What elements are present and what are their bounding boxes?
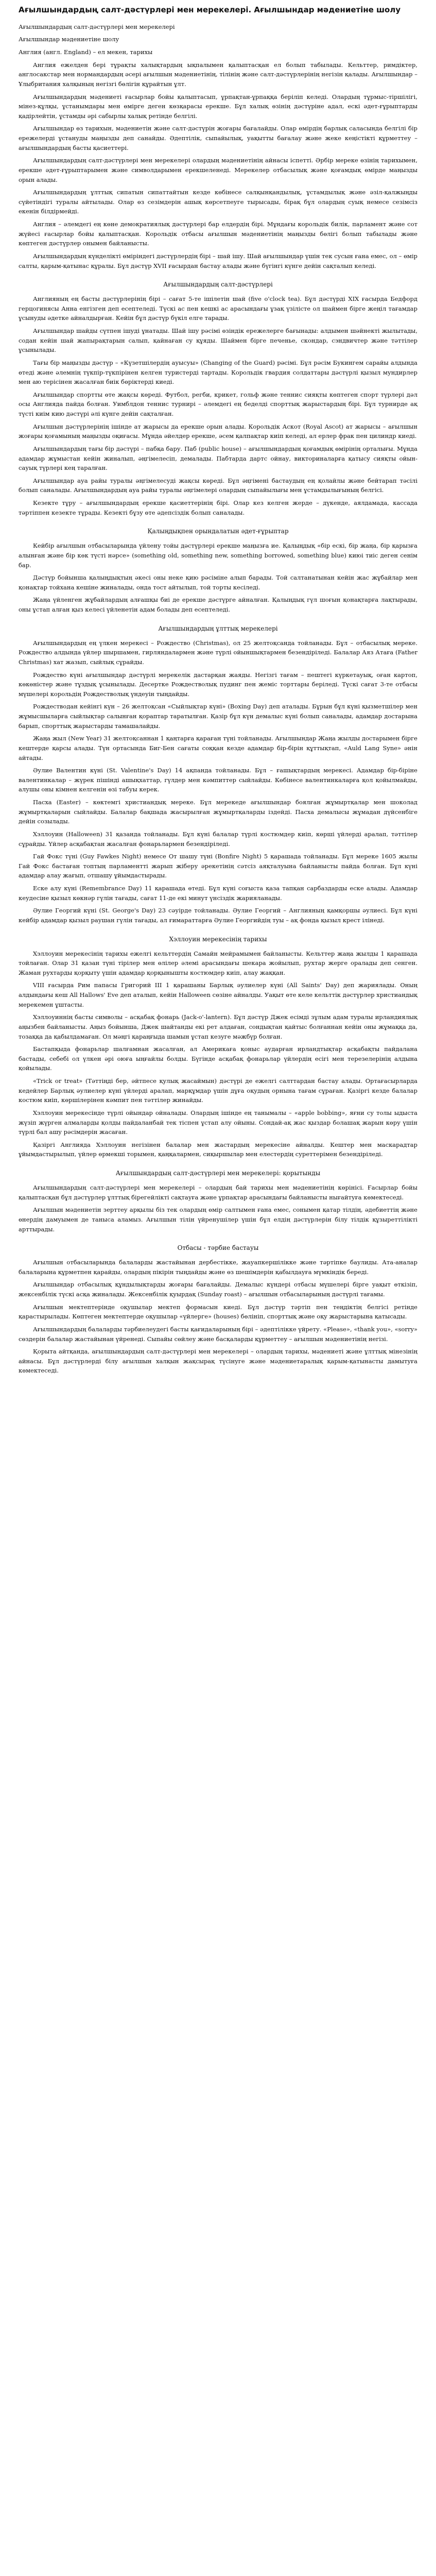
document-section	[19, 936, 417, 1160]
document-section	[19, 281, 417, 517]
paragraph: «Trick or treat» (Тәттіңді бер, әйтпесе қулық жасаймын) дәстүрі де ежелгі салттардан бастау алады. Ортағасырларда кедейлер Барлық әулиелер күні үйлерді аралап, марқұмдар үшін дұға оқудың орнына тағам сұраған. Қазіргі кезде балалар костюм киіп, көршілерінен кәмпит пен тәттілер жинайды.	[19, 1077, 417, 1104]
paragraph: Кезекте тұру – ағылшындардың ерекше қасиеттерінің бірі. Олар кез келген жерде – дүкенде, аялдамада, кассада тәртіппен кезекте тұрады. Кезекті бұзу өте әдепсіздік болып саналады.	[19, 499, 417, 516]
paragraph: Еске алу күні (Remembrance Day) 11 қарашада өтеді. Бұл күні соғыста қаза тапқан сарбаздарды еске алады. Адамдар кеудесіне қызыл көкнәр гүлін тағады, сағат 11-де екі минут үнсіздік жарияланады.	[19, 885, 417, 902]
paragraph: Қорыта айтқанда, ағылшындардың салт-дәстүрлері мен мерекелері – олардың тарихы, мәдениеті және ұлттық мінезінің айнасы. Бұл дәстүрлерді білу ағылшын халқын жақсырақ түсінуге және мәдениетаралық қарым-қатынасты дамытуға көмектеседі.	[19, 1348, 417, 1375]
paragraph: Қазіргі Англияда Хэллоуин негізінен балалар мен жастардың мерекесіне айналды. Кештер мен маскарадтар ұйымдастырылып, үйлер өрмекші торымен, қаңқалармен, сиқыршылар мен елестердің суреттерімен безендіріледі.	[19, 1141, 417, 1158]
paragraph: Англияның ең басты дәстүрлерінің бірі – сағат 5-те ішілетін шай (five o'clock tea). Бұл дәстүрді XIX ғасырда Бедфорд герцогинясы Анна енгізген деп есептеледі. Түскі ас пен кешкі ас арасындағы ұзақ үзілісте ол шаймен бірге жеңіл тағамдар ұсынуды әдетке айналдырған. Кейін бұл дәстүр бүкіл елге тарады.	[19, 295, 417, 322]
document-page	[19, 0, 417, 1389]
page-title: Ағылшындардың салт-дәстүрлері мен мерекелері. Ағылшындар мәдениетіне шолу	[19, 5, 401, 14]
paragraph: Ағылшындар спортты өте жақсы көреді. Футбол, регби, крикет, гольф және теннис сияқты көптеген спорт түрлері дәл осы Англияда пайда болған. Уимблдон теннис турнирі – әлемдегі ең беделді спорттық жарыстардың бірі. Бұл турнирде ақ түсті киім кию дәстүрі әлі күнге дейін сақталған.	[19, 391, 417, 417]
document-body	[19, 22, 417, 1376]
paragraph: Ағылшындар отбасылық құндылықтарды жоғары бағалайды. Демалыс күндері отбасы мүшелері бірге уақыт өткізіп, жексенбілік түскі асқа жиналады. Жексенбілік қуырдақ (Sunday roast) – ағылшын отбасыларының дәстүрлі тағамы.	[19, 1281, 417, 1298]
paragraph: Ағылшындардың салт-дәстүрлері мен мерекелері – олардың бай тарихы мен мәдениетінің көрінісі. Ғасырлар бойы қалыптасқан бұл дәстүрлер ұлттық бірегейлікті сақтауға және ұрпақтар арасындағы байланысты нығайтуға көмектеседі.	[19, 1184, 417, 1201]
paragraph: Бастапқыда фонарьлар шалғамнан жасалған, ал Америкаға қоныс аударған ирландтықтар асқабақты пайдалана бастады, себебі ол үлкен әрі оюға ыңғайлы болды. Бүгінде асқабақ фонарьлар үйлердің есігі мен терезелерінің алдына қойылады.	[19, 1045, 417, 1072]
paragraph: Пасха (Easter) – көктемгі христиандық мереке. Бұл мерекеде ағылшындар боялған жұмыртқалар мен шоколад жұмыртқаларын сыйлайды. Балалар бақшада жасырылған жұмыртқаларды іздейді. Пасха демалысы жұмадан дүйсенбіге дейін созылады.	[19, 799, 417, 825]
paragraph: Англия ежелден бері тұрақты халықтардың ықпалымен қалыптасқан ел болып табылады. Кельттер, римдіктер, англосакстар мен нормандардың әсері ағылшын мәдениетінің, тілінің және салт-дәстүрлерінің негізін қалады. Ағылшындар – Ұлыбритания халқының негізгі бөлігін құрайтын ұлт.	[19, 61, 417, 88]
document-section	[19, 625, 417, 925]
paragraph: Рождество күні ағылшындар дәстүрлі мерекелік дастарқан жаяды. Негізгі тағам – пештегі күркетауық, оған картоп, көкөністер және тұздық ұсынылады. Десертке Рождестволық пудинг пен жеміс торттары беріледі. Түскі сағат 3-те отбасы мүшелері корольдің Рождестволық үндеуін тыңдайды.	[19, 671, 417, 698]
intro-line: Ағылшындар мәдениетіне шолу	[19, 36, 119, 43]
paragraph: Рождестводан кейінгі күн – 26 желтоқсан «Сыйлықтар күні» (Boxing Day) деп аталады. Бұрын бұл күні қызметшілер мен жұмысшыларға сыйлықтар салынған қораптар таратылған. Қазір бұл күн демалыс күні болып саналады, адамдар достарына барып, спорттық жарыстарды тамашалайды.	[19, 703, 417, 730]
paragraph: Хэллоуин (Halloween) 31 қазанда тойланады. Бұл күні балалар түрлі костюмдер киіп, көрші үйлерді аралап, тәттілер сұрайды. Үйлер асқабақтан жасалған фонарьлармен безендіріледі.	[19, 830, 417, 848]
paragraph: Ағылшындардың тағы бір дәстүрі – пабқа бару. Паб (public house) – ағылшындардың қоғамдық өмірінің орталығы. Мұнда адамдар жұмыстан кейін жиналып, әңгімелесіп, демалады. Пабтарда дартс ойнау, викториналарға қатысу сияқты ойын-сауық түрлері кең таралған.	[19, 445, 417, 472]
document-section	[19, 1170, 417, 1234]
paragraph: Тағы бір маңызды дәстүр – «Күзетшілердің ауысуы» (Changing of the Guard) рәсімі. Бұл рәсім Букингем сарайы алдында өтеді және әлемнің түкпір-түкпірінен келген туристерді тартады. Корольдік гвардия солдаттары дәстүрлі қызыл мундирлер мен аю терісінен жасалған биік бөріктерді киеді.	[19, 359, 417, 386]
paragraph: Ағылшын отбасыларында балаларды жастайынан дербестікке, жауапкершілікке және тәртіпке баулиды. Ата-аналар балаларына құрметпен қарайды, олардың пікірін тыңдайды және өз шешімдерін қабылдауға мүмкіндік береді.	[19, 1259, 417, 1276]
section-heading: Хэллоуин мерекесінің тарихы	[169, 935, 267, 943]
document-section	[19, 22, 417, 270]
paragraph: Ағылшындардың күнделікті өміріндегі дәстүрлердің бірі – шай ішу. Шай ағылшындар үшін тек сусын ғана емес, ол – өмір салты, қарым-қатынас құралы. Бұл дәстүр XVII ғасырдан бастау алады және бүгінгі күнге дейін сақталып келеді.	[19, 252, 417, 269]
paragraph: Кейбір ағылшын отбасыларында үйлену тойы дәстүрлері ерекше маңызға ие. Қалыңдық «бір ескі, бір жаңа, бір қарызға алынған және бір көк түсті нәрсе» (something old, something new, something borrowed, something blue) киюі тиіс деген сенім бар.	[19, 542, 417, 569]
paragraph: Ағылшын дәстүрлерінің ішінде ат жарысы да ерекше орын алады. Корольдік Аскот (Royal Ascot) ат жарысы – ағылшын жоғары қоғамының маңызды оқиғасы. Мұнда әйелдер ерекше, әсем қалпақтар киіп келеді, ал ерлер фрак пен цилиндр киеді.	[19, 422, 417, 440]
intro-line: Ағылшындардың салт-дәстүрлері мен мерекелері	[19, 23, 175, 30]
paragraph: Хэллоуин мерекесінің тарихы ежелгі кельттердің Самайн мейрамымен байланысты. Кельттер жаңа жылды 1 қарашада тойлаған. Олар 31 қазан түні тірілер мен өлілер әлемі арасындағы шекара жойылып, рухтар жерге оралады деп сенген. Жаман рухтарды қорқыту үшін адамдар қорқынышты костюмдер киіп, алау жаққан.	[19, 950, 417, 976]
paragraph: Жаңа үйленген жұбайлардың алғашқы биі де ерекше дәстүрге айналған. Қалыңдық гүл шоғын қонақтарға лақтырады, оны ұстап алған қыз келесі үйленетін адам болады деп есептеледі.	[19, 596, 417, 613]
paragraph: Хэллоуиннің басты символы – асқабақ фонарь (Jack-o'-lantern). Бұл дәстүр Джек есімді зұлым адам туралы ирландиялық аңызбен байланысты. Аңыз бойынша, Джек шайтанды екі рет алдаған, сондықтан қайтыс болғаннан кейін оны жұмаққа да, тозаққа да қабылдамаған. Ол мәңгі қараңғыда шамын ұстап кезуге мәжбүр болған.	[19, 1013, 417, 1040]
paragraph: Ағылшындардың салт-дәстүрлері мен мерекелері олардың мәдениетінің айнасы іспетті. Әрбір мереке өзінің тарихымен, ерекше әдет-ғұрыптарымен және символдарымен ерекшеленеді. Мерекелер отбасылық және қоғамдық өмірде маңызды орын алады.	[19, 157, 417, 183]
paragraph: Ағылшын мектептерінде оқушылар мектеп формасын киеді. Бұл дәстүр тәртіп пен теңдіктің белгісі ретінде қарастырылады. Көптеген мектептерде оқушылар «үйлерге» (houses) бөлініп, спорттық және оқу жарыстарына қатысады.	[19, 1303, 417, 1320]
section-heading: Қалыңдықпен орындалатын әдет-ғұрыптар	[147, 528, 289, 535]
paragraph: Жаңа жыл (New Year) 31 желтоқсаннан 1 қаңтарға қараған түні тойланады. Ағылшындар Жаңа жылды достарымен бірге кештерде қарсы алады. Түн ортасында Биг-Бен сағаты соққан кезде адамдар бір-бірін құттықтап, «Auld Lang Syne» әнін айтады.	[19, 735, 417, 761]
paragraph: Ағылшындар ауа райы туралы әңгімелесуді жақсы көреді. Бұл әңгімені бастаудың ең қолайлы және бейтарап тәсілі болып саналады. Ағылшындардың ауа райы туралы әңгімелері олардың сыпайылығы мен ұстамдылығының белгісі.	[19, 477, 417, 494]
paragraph: Хэллоуин мерекесінде түрлі ойындар ойналады. Олардың ішінде ең танымалы – «apple bobbing», яғни су толы ыдыста жүзіп жүрген алмаларды қолды пайдаланбай тек тіспен ұстап алу ойыны. Сондай-ақ жас қыздар болашақ жарын көру үшін түрлі бал ашу рәсімдерін жасаған.	[19, 1109, 417, 1136]
paragraph: Гай Фокс түні (Guy Fawkes Night) немесе От шашу түні (Bonfire Night) 5 қарашада тойланады. Бұл мереке 1605 жылы Гай Фокс бастаған топтың парламентті жарып жіберу әрекетінің сәтсіз аяқталуына байланысты пайда болған. Бұл күні адамдар алау жағып, отшашу ұйымдастырады.	[19, 853, 417, 879]
paragraph: Әулие Георгий күні (St. George's Day) 23 сәуірде тойланады. Әулие Георгий – Англияның қамқоршы әулиесі. Бұл күні кейбір адамдар қызыл раушан гүлін тағады, ал ғимараттарға Әулие Георгийдің туы – ақ фонда қызыл крест ілінеді.	[19, 907, 417, 924]
section-heading: Отбасы - тәрбие бастауы	[177, 1244, 259, 1252]
paragraph: Ағылшындар өз тарихын, мәдениетін және салт-дәстүрін жоғары бағалайды. Олар өмірдің барлық саласында белгілі бір ережелерді ұстануды маңызды деп санайды. Әдептілік, сыпайылық, уақытты бағалау және жеке кеңістікті құрметтеу – ағылшындардың басты қасиеттері.	[19, 125, 417, 151]
paragraph: Ағылшын мәдениетін зерттеу арқылы біз тек олардың өмір салтымен ғана емес, сонымен қатар тілдің, әдебиеттің және өнердің дамуымен де таныса аламыз. Ағылшын тілін үйренушілер үшін бұл елдің дәстүрлерін білу тілдік құзыреттілікті арттырады.	[19, 1206, 417, 1233]
section-heading: Ағылшындардың салт-дәстүрлері	[163, 281, 273, 289]
document-section	[19, 1244, 417, 1376]
paragraph: Ағылшындар шайды сүтпен ішуді ұнатады. Шай ішу рәсімі өзіндік ережелерге бағынады: алдымен шәйнекті жылытады, содан кейін шай жапырақтарын салып, қайнаған су құяды. Шаймен бірге печенье, скондар, сэндвичтер және тәттілер ұсынылады.	[19, 327, 417, 354]
paragraph: VIII ғасырда Рим папасы Григорий III 1 қарашаны Барлық әулиелер күні (All Saints' Day) деп жариялады. Оның алдындағы кеш All Hallows' Eve деп аталып, кейін Halloween сөзіне айналды. Уақыт өте келе кельттік дәстүрлер христиандық мерекемен ұштасты.	[19, 981, 417, 1008]
document-section	[19, 528, 417, 614]
paragraph: Англия – әлемдегі ең көне демократиялық дәстүрлері бар елдердің бірі. Мұндағы корольдік билік, парламент және сот жүйесі ғасырлар бойы қалыптасқан. Корольдік отбасы ағылшын мәдениетінің маңызды бөлігі болып табылады және көптеген дәстүрлер онымен байланысты.	[19, 221, 417, 247]
paragraph: Дәстүр бойынша қалыңдықтың әкесі оны неке қию рәсіміне алып барады. Той салтанатынан кейін жас жұбайлар мен қонақтар тойхана кешіне жиналады, онда тост айтылып, той торты кесіледі.	[19, 574, 417, 591]
section-heading: Ағылшындардың ұлттық мерекелері	[158, 624, 278, 632]
paragraph: Ағылшындардың балаларды тәрбиелеудегі басты қағидаларының бірі – әдептілікке үйрету. «Please», «thank you», «sorry» сөздерін балалар жастайынан үйренеді. Сыпайы сөйлеу және басқаларды құрметтеу – ағылшын мәдениетінің негізі.	[19, 1325, 417, 1343]
paragraph: Ағылшындардың ұлттық сипатын сипаттайтын кезде көбінесе салқынқандылық, ұстамдылық және әзіл-қалжыңды сүйетіндігі туралы айтылады. Олар өз сезімдерін ашық көрсетпеуге тырысады, бірақ бұл олардың суық немесе сезімсіз екенін білдірмейді.	[19, 189, 417, 215]
paragraph: Ағылшындардың ең үлкен мерекесі – Рождество (Christmas), ол 25 желтоқсанда тойланады. Бұл – отбасылық мереке. Рождество алдында үйлер шыршамен, гирляндалармен және түрлі ойыншықтармен безендіріледі. Балалар Аяз Атаға (Father Christmas) хат жазып, сыйлық сұрайды.	[19, 639, 417, 666]
section-heading: Ағылшындардың салт-дәстүрлері мен мерекелері: қорытынды	[115, 1170, 321, 1177]
paragraph: Ағылшындардың мәдениеті ғасырлар бойы қалыптасып, ұрпақтан-ұрпаққа беріліп келеді. Олардың тұрмыс-тіршілігі, мінез-құлқы, ұстанымдары мен өмірге деген көзқарасы ерекше. Бұл халық өзінің дәстүріне адал, ескі әдет-ғұрыптарды қадірлейтін, ұстамды әрі сабырлы халық ретінде белгілі.	[19, 93, 417, 120]
paragraph: Әулие Валентин күні (St. Valentine's Day) 14 ақпанда тойланады. Бұл – ғашықтардың мерекесі. Адамдар бір-біріне валентинкалар – жүрек пішінді ашықхаттар, гүлдер мен кәмпиттер сыйлайды. Көбінесе валентинкаларға қол қойылмайды, алушы оны кімнен келгенін өзі табуы керек.	[19, 767, 417, 793]
intro-line: Англия (англ. England) – ел мекен, тарихы	[19, 48, 153, 56]
